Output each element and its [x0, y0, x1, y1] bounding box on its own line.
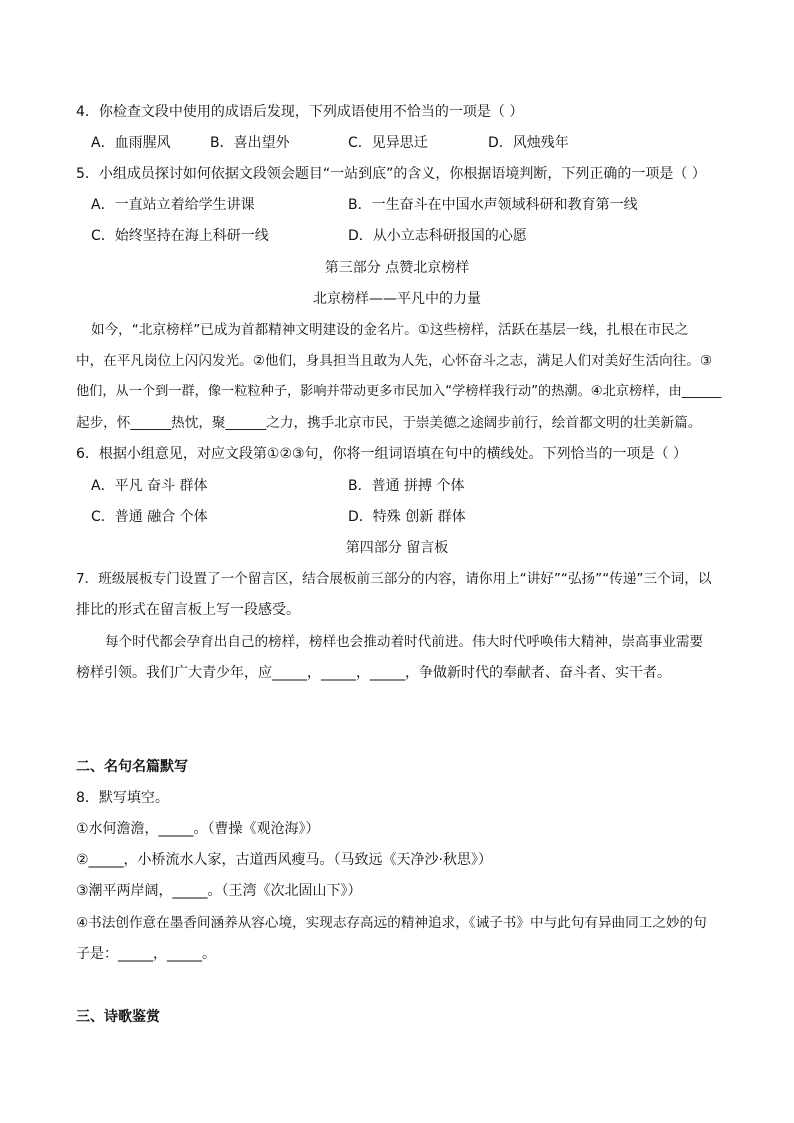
q4-option-b: B．喜出望外 — [210, 135, 290, 151]
q6-option-a: A．平凡 奋斗 群体 — [91, 478, 208, 494]
q7-stem-line-2: 排比的形式在留言板上写一段感受。 — [76, 602, 300, 618]
q7-stem-line-1: 7．班级展板专门设置了一个留言区，结合展板前三部分的内容，请你用上“讲好”“弘扬”“传递”三个词，以 — [76, 571, 712, 587]
q7-passage-line-1: 每个时代都会孕育出自己的榜样，榜样也会推动着时代前进。伟大时代呼唤伟大精神，崇高事业需要 — [105, 634, 704, 650]
part3-paragraph-line-4: 起步，怀______热忱，聚______之力，携手北京市民，于崇美德之途阔步前行，绘首都文明的壮美新篇。 — [76, 415, 702, 431]
q4-option-c: C．见异思迁 — [348, 135, 428, 151]
q5-option-b: B．一生奋斗在中国水声领域科研和教育第一线 — [348, 197, 638, 213]
q8-item-4-line-2: 子是：_____，_____。 — [76, 946, 216, 962]
q5-option-a: A．一直站立着给学生讲课 — [91, 197, 255, 213]
section3-heading: 三、诗歌鉴赏 — [76, 1009, 160, 1025]
q8-item-4-line-1: ④书法创作意在墨香间涵养从容心境，实现志存高远的精神追求，《诫子书》中与此句有异曲同工之妙的句 — [76, 915, 707, 931]
q5-stem: 5．小组成员探讨如何依据文段领会题目“一站到底”的含义，你根据语境判断，下列正确的一项是（ ） — [76, 166, 706, 182]
q4-stem: 4．你检查文段中使用的成语后发现，下列成语使用不恰当的一项是（ ） — [76, 104, 524, 120]
q4-option-a: A．血雨腥风 — [91, 135, 171, 151]
part4-heading: 第四部分 留言板 — [345, 540, 449, 556]
part3-heading: 第三部分 点赞北京榜样 — [324, 260, 470, 276]
q5-option-c: C．始终坚持在海上科研一线 — [91, 228, 269, 244]
q6-stem: 6．根据小组意见，对应文段第①②③句，你将一组词语填在句中的横线处。下列恰当的一项是（ ） — [76, 446, 688, 462]
part3-paragraph-line-2: 中，在平凡岗位上闪闪发光。②他们，身具担当且敢为人先，心怀奋斗之志，满足人们对美好生活向往。③ — [76, 353, 713, 369]
q6-option-c: C．普通 融合 个体 — [91, 509, 208, 525]
q8-item-1: ①水何澹澹，_____。（曹操《观沧海》） — [76, 821, 320, 837]
q4-option-d: D．风烛残年 — [488, 135, 569, 151]
q8-item-2: ②_____，小桥流水人家，古道西风瘦马。（马致远《天净沙·秋思》） — [76, 852, 492, 868]
q6-option-d: D．特殊 创新 群体 — [348, 509, 466, 525]
q7-passage-line-2: 榜样引领。我们广大青少年，应_____，_____，_____，争做新时代的奉献者、奋斗者、实干者。 — [76, 665, 671, 681]
q8-item-3: ③潮平两岸阔，_____。（王湾《次北固山下》） — [76, 883, 362, 899]
part3-paragraph-line-1: 如今，“北京榜样”已成为首都精神文明建设的金名片。①这些榜样，活跃在基层一线，扎根在市民之 — [91, 322, 689, 338]
q5-option-d: D．从小立志科研报国的心愿 — [348, 228, 527, 244]
q6-option-b: B．普通 拼搏 个体 — [348, 478, 465, 494]
q8-stem: 8．默写填空。 — [76, 790, 169, 806]
section2-heading: 二、名句名篇默写 — [76, 759, 188, 775]
part3-subtitle: 北京榜样——平凡中的力量 — [313, 291, 481, 307]
part3-paragraph-line-3: 他们，从一个到一群，像一粒粒种子，影响并带动更多市民加入“学榜样我行动”的热潮。④北京榜样，由______ — [76, 384, 722, 399]
